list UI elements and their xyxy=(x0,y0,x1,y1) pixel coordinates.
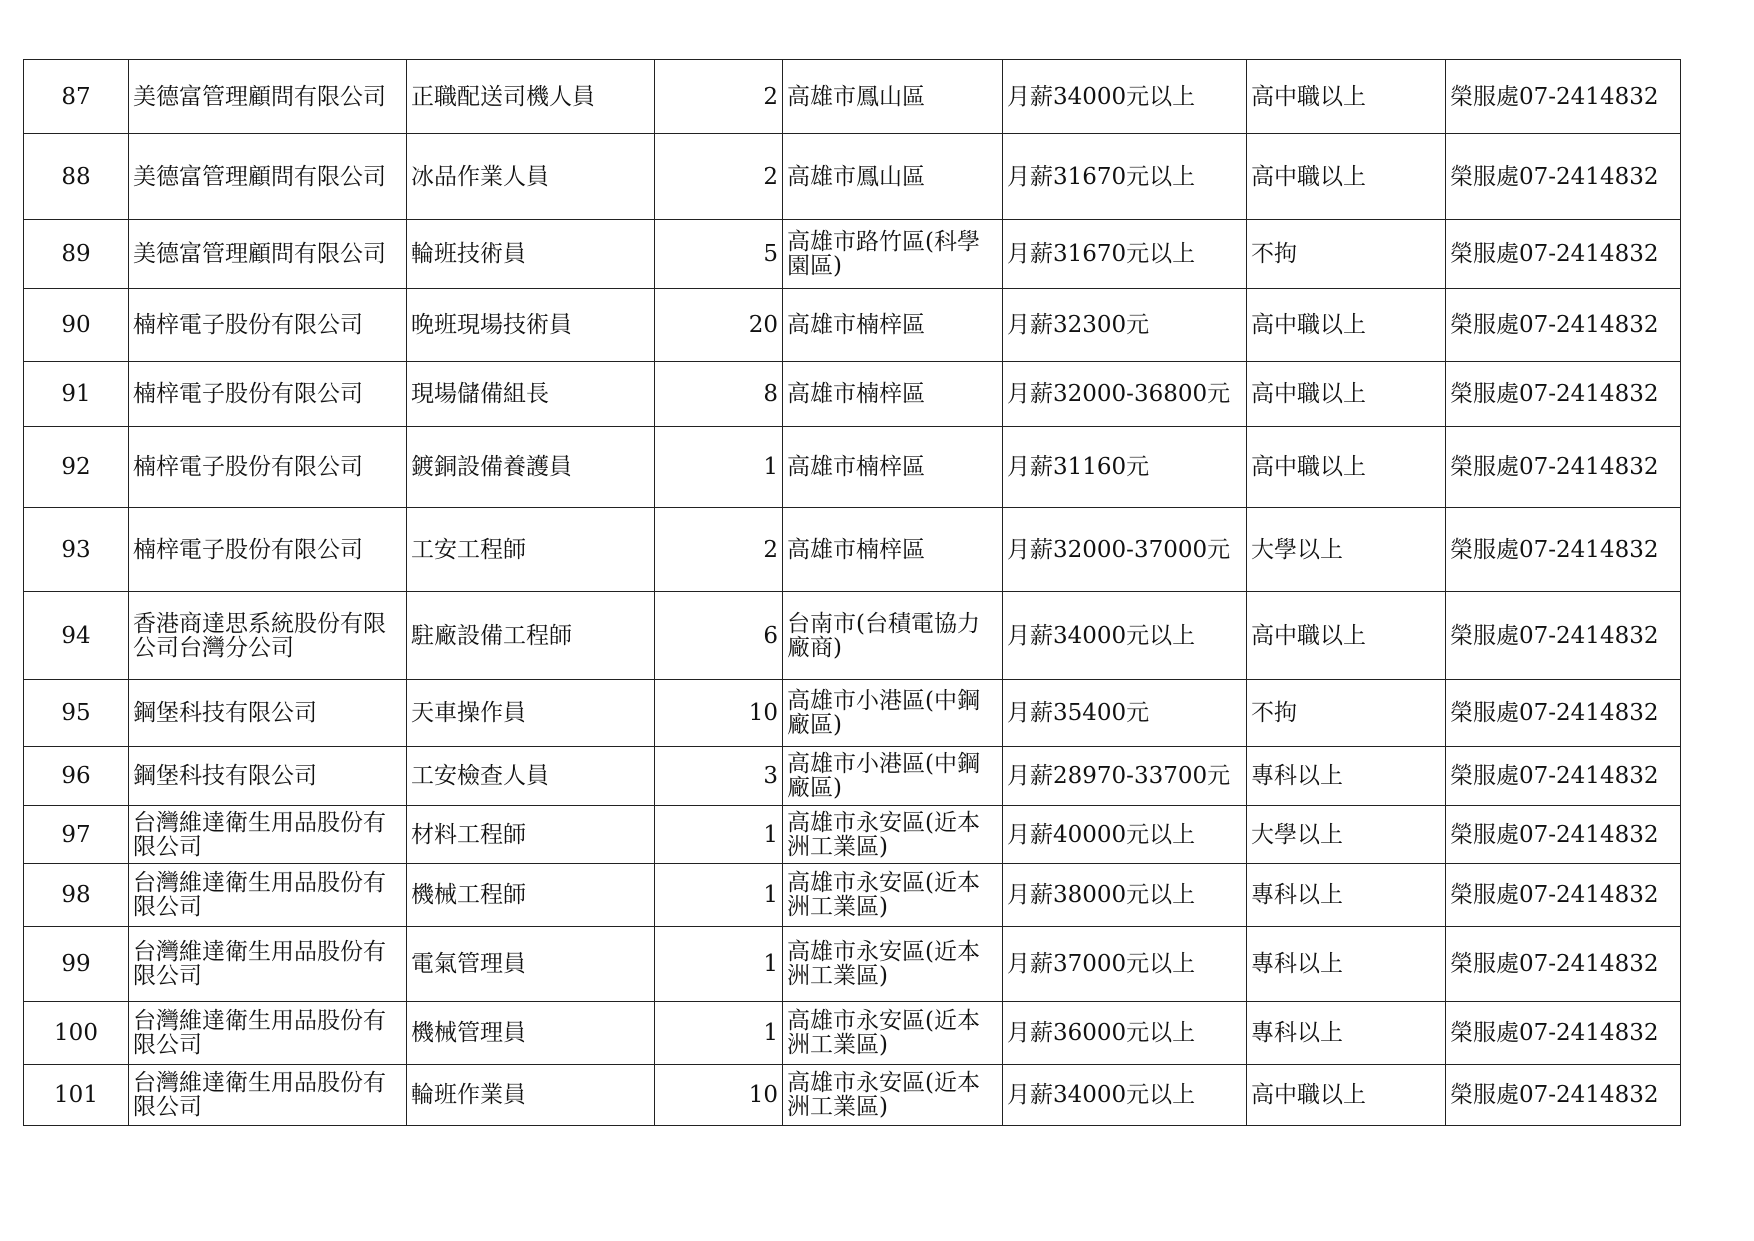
cell-number: 92 xyxy=(24,427,129,508)
table-row xyxy=(24,592,1681,680)
cell-openings: 10 xyxy=(655,680,783,747)
cell-company: 美德富管理顧問有限公司 xyxy=(129,220,407,289)
cell-education: 高中職以上 xyxy=(1247,60,1446,134)
cell-openings: 1 xyxy=(655,927,783,1002)
cell-number: 98 xyxy=(24,864,129,927)
cell-openings: 1 xyxy=(655,864,783,927)
cell-company: 楠梓電子股份有限公司 xyxy=(129,508,407,592)
cell-education: 專科以上 xyxy=(1247,747,1446,806)
cell-position: 正職配送司機人員 xyxy=(407,60,655,134)
cell-number: 101 xyxy=(24,1065,129,1126)
cell-openings: 10 xyxy=(655,1065,783,1126)
cell-number: 88 xyxy=(24,134,129,220)
cell-company: 鋼堡科技有限公司 xyxy=(129,747,407,806)
cell-openings: 2 xyxy=(655,134,783,220)
cell-salary: 月薪32000-36800元 xyxy=(1003,362,1247,427)
cell-contact: 榮服處07-2414832 xyxy=(1446,927,1681,1002)
cell-location: 高雄市楠梓區 xyxy=(783,289,1003,362)
cell-education: 大學以上 xyxy=(1247,806,1446,864)
table-row xyxy=(24,220,1681,289)
table-row xyxy=(24,1002,1681,1065)
table-row xyxy=(24,806,1681,864)
cell-number: 90 xyxy=(24,289,129,362)
cell-contact: 榮服處07-2414832 xyxy=(1446,60,1681,134)
cell-number: 93 xyxy=(24,508,129,592)
cell-openings: 8 xyxy=(655,362,783,427)
table-row xyxy=(24,289,1681,362)
cell-location: 高雄市小港區(中鋼廠區) xyxy=(783,747,1003,806)
cell-position: 輪班技術員 xyxy=(407,220,655,289)
cell-company: 楠梓電子股份有限公司 xyxy=(129,362,407,427)
cell-salary: 月薪35400元 xyxy=(1003,680,1247,747)
cell-salary: 月薪38000元以上 xyxy=(1003,864,1247,927)
table-row xyxy=(24,864,1681,927)
cell-position: 工安工程師 xyxy=(407,508,655,592)
cell-openings: 1 xyxy=(655,427,783,508)
table-row xyxy=(24,60,1681,134)
cell-contact: 榮服處07-2414832 xyxy=(1446,592,1681,680)
cell-position: 電氣管理員 xyxy=(407,927,655,1002)
table-row xyxy=(24,680,1681,747)
cell-education: 高中職以上 xyxy=(1247,362,1446,427)
cell-number: 87 xyxy=(24,60,129,134)
cell-position: 天車操作員 xyxy=(407,680,655,747)
cell-openings: 20 xyxy=(655,289,783,362)
cell-openings: 3 xyxy=(655,747,783,806)
cell-salary: 月薪31670元以上 xyxy=(1003,134,1247,220)
cell-position: 輪班作業員 xyxy=(407,1065,655,1126)
cell-position: 機械管理員 xyxy=(407,1002,655,1065)
cell-position: 冰品作業人員 xyxy=(407,134,655,220)
cell-salary: 月薪34000元以上 xyxy=(1003,592,1247,680)
cell-education: 專科以上 xyxy=(1247,1002,1446,1065)
cell-salary: 月薪36000元以上 xyxy=(1003,1002,1247,1065)
cell-openings: 5 xyxy=(655,220,783,289)
cell-salary: 月薪40000元以上 xyxy=(1003,806,1247,864)
cell-education: 高中職以上 xyxy=(1247,1065,1446,1126)
cell-contact: 榮服處07-2414832 xyxy=(1446,427,1681,508)
cell-number: 97 xyxy=(24,806,129,864)
cell-company: 台灣維達衛生用品股份有限公司 xyxy=(129,806,407,864)
cell-contact: 榮服處07-2414832 xyxy=(1446,508,1681,592)
cell-location: 高雄市永安區(近本洲工業區) xyxy=(783,806,1003,864)
table-body xyxy=(24,60,1681,1126)
cell-education: 高中職以上 xyxy=(1247,134,1446,220)
cell-education: 不拘 xyxy=(1247,220,1446,289)
cell-openings: 2 xyxy=(655,60,783,134)
cell-contact: 榮服處07-2414832 xyxy=(1446,747,1681,806)
cell-company: 香港商達思系統股份有限公司台灣分公司 xyxy=(129,592,407,680)
cell-company: 台灣維達衛生用品股份有限公司 xyxy=(129,927,407,1002)
cell-number: 91 xyxy=(24,362,129,427)
cell-location: 高雄市楠梓區 xyxy=(783,508,1003,592)
cell-company: 台灣維達衛生用品股份有限公司 xyxy=(129,1065,407,1126)
cell-contact: 榮服處07-2414832 xyxy=(1446,1065,1681,1126)
cell-openings: 1 xyxy=(655,1002,783,1065)
cell-salary: 月薪32300元 xyxy=(1003,289,1247,362)
cell-location: 高雄市永安區(近本洲工業區) xyxy=(783,1065,1003,1126)
cell-salary: 月薪32000-37000元 xyxy=(1003,508,1247,592)
cell-salary: 月薪31160元 xyxy=(1003,427,1247,508)
table-row xyxy=(24,1065,1681,1126)
cell-location: 高雄市永安區(近本洲工業區) xyxy=(783,864,1003,927)
cell-openings: 2 xyxy=(655,508,783,592)
cell-salary: 月薪28970-33700元 xyxy=(1003,747,1247,806)
cell-position: 鍍銅設備養護員 xyxy=(407,427,655,508)
cell-number: 99 xyxy=(24,927,129,1002)
cell-education: 不拘 xyxy=(1247,680,1446,747)
table-row xyxy=(24,508,1681,592)
cell-number: 96 xyxy=(24,747,129,806)
cell-number: 95 xyxy=(24,680,129,747)
cell-company: 美德富管理顧問有限公司 xyxy=(129,134,407,220)
cell-education: 高中職以上 xyxy=(1247,427,1446,508)
table-row xyxy=(24,362,1681,427)
cell-salary: 月薪34000元以上 xyxy=(1003,60,1247,134)
cell-salary: 月薪37000元以上 xyxy=(1003,927,1247,1002)
cell-position: 晚班現場技術員 xyxy=(407,289,655,362)
cell-openings: 6 xyxy=(655,592,783,680)
cell-education: 專科以上 xyxy=(1247,864,1446,927)
cell-location: 高雄市永安區(近本洲工業區) xyxy=(783,927,1003,1002)
cell-number: 94 xyxy=(24,592,129,680)
table-row xyxy=(24,927,1681,1002)
cell-company: 楠梓電子股份有限公司 xyxy=(129,427,407,508)
cell-contact: 榮服處07-2414832 xyxy=(1446,362,1681,427)
cell-position: 駐廠設備工程師 xyxy=(407,592,655,680)
cell-company: 鋼堡科技有限公司 xyxy=(129,680,407,747)
cell-company: 台灣維達衛生用品股份有限公司 xyxy=(129,1002,407,1065)
cell-location: 高雄市永安區(近本洲工業區) xyxy=(783,1002,1003,1065)
cell-location: 台南市(台積電協力廠商) xyxy=(783,592,1003,680)
cell-location: 高雄市小港區(中鋼廠區) xyxy=(783,680,1003,747)
cell-position: 現場儲備組長 xyxy=(407,362,655,427)
cell-number: 100 xyxy=(24,1002,129,1065)
cell-location: 高雄市鳳山區 xyxy=(783,60,1003,134)
cell-location: 高雄市楠梓區 xyxy=(783,427,1003,508)
cell-contact: 榮服處07-2414832 xyxy=(1446,1002,1681,1065)
cell-salary: 月薪31670元以上 xyxy=(1003,220,1247,289)
cell-openings: 1 xyxy=(655,806,783,864)
cell-position: 機械工程師 xyxy=(407,864,655,927)
cell-location: 高雄市楠梓區 xyxy=(783,362,1003,427)
cell-location: 高雄市鳳山區 xyxy=(783,134,1003,220)
cell-contact: 榮服處07-2414832 xyxy=(1446,289,1681,362)
cell-contact: 榮服處07-2414832 xyxy=(1446,806,1681,864)
job-listing-table xyxy=(23,59,1681,1126)
cell-salary: 月薪34000元以上 xyxy=(1003,1065,1247,1126)
table-row xyxy=(24,427,1681,508)
cell-education: 高中職以上 xyxy=(1247,289,1446,362)
cell-number: 89 xyxy=(24,220,129,289)
table-row xyxy=(24,747,1681,806)
cell-contact: 榮服處07-2414832 xyxy=(1446,680,1681,747)
cell-position: 材料工程師 xyxy=(407,806,655,864)
cell-education: 專科以上 xyxy=(1247,927,1446,1002)
cell-company: 美德富管理顧問有限公司 xyxy=(129,60,407,134)
cell-education: 高中職以上 xyxy=(1247,592,1446,680)
cell-contact: 榮服處07-2414832 xyxy=(1446,134,1681,220)
cell-company: 台灣維達衛生用品股份有限公司 xyxy=(129,864,407,927)
cell-education: 大學以上 xyxy=(1247,508,1446,592)
table-row xyxy=(24,134,1681,220)
cell-contact: 榮服處07-2414832 xyxy=(1446,864,1681,927)
cell-contact: 榮服處07-2414832 xyxy=(1446,220,1681,289)
cell-company: 楠梓電子股份有限公司 xyxy=(129,289,407,362)
cell-location: 高雄市路竹區(科學園區) xyxy=(783,220,1003,289)
cell-position: 工安檢查人員 xyxy=(407,747,655,806)
